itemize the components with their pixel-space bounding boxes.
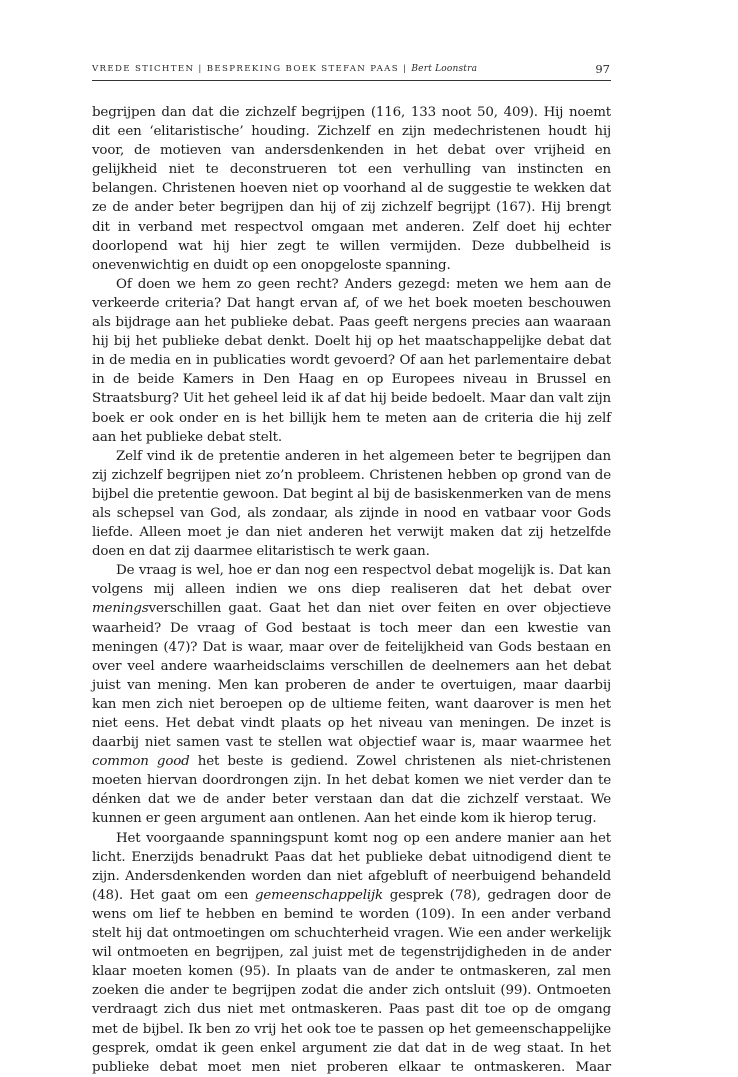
paragraph: [92, 103, 611, 275]
running-header: [92, 64, 611, 74]
italic-run: common good: [92, 754, 190, 770]
text-run: De vraag is wel, hoe er dan nog een respectvol debat mogelijk is. Dat kan volgens mij alleen indien we ons diep realiseren dat het debat over: [92, 563, 611, 598]
italic-run: gemeenschappelijk: [254, 887, 383, 903]
text-run: Het voorgaande spanningspunt komt nog op een andere manier aan het licht. Enerzijds benadrukt Paas dat het publieke debat uitnodigend dient te zijn. Andersdenkenden worden dan niet afgebluft of neerbuigend behandeld (48). Het gaat om een: [92, 830, 611, 903]
text-run: Of doen we hem zo geen recht? Anders gezegd: meten we hem aan de verkeerde criteria? Dat hangt ervan af, of we het boek moeten beschouwen als bijdrage aan het publieke debat. Paas geeft nergens precies aan waaraan hij bij het publieke debat denkt. Doelt hij op het maatschappelijke debat dat in de media en in publicaties wordt gevoerd? Of aan het parlementaire debat in de beide Kamers in Den Haag en op Europees niveau in Brussel en Straatsburg? Uit het geheel leid ik af dat hij beide bedoelt. Maar dan valt zijn boek er ook onder en is het billijk hem te meten aan de criteria die hij zelf aan het publieke debat stelt.: [92, 276, 611, 445]
text-run: Zelf vind ik de pretentie anderen in het algemeen beter te begrijpen dan zij zichzelf begrijpen niet zo’n probleem. Christenen hebben op grond van de bijbel die pretentie gewoon. Dat begint al bij de basiskenmerken van de mens als schepsel van God, als zondaar, als zijnde in nood en vatbaar voor Gods liefde. Alleen moet je dan niet anderen het verwijt maken dat zij hetzelfde doen en dat zij daarmee elitaristisch te werk gaan.: [92, 448, 611, 560]
paragraph: [92, 447, 611, 562]
text-run: gesprek (78), gedragen door de wens om lief te hebben en bemind te worden (109). In een ander verband stelt hij dat ontmoetingen om schuchterheid vragen. Wie een ander werkelijk wil ontmoeten en begrijpen, zal juist met de tegenstrijdigheden in de ander klaar moeten komen (95). In plaats van de ander te ontmaskeren, zal men zoeken die ander te begrijpen zodat die ander zich ontsluit (99). Ontmoeten verdraagt zich dus niet met ontmaskeren. Paas past dit toe op de omgang met de bijbel. Ik ben zo vrij het ook toe te passen op het gemeenschappelijke gesprek, omdat ik geen enkel argument zie dat dat in de weg staat. In het publieke debat moet men niet proberen elkaar te ontmaskeren. Maar: [92, 887, 611, 1075]
running-title: VREDE STICHTEN | BESPREKING BOEK STEFAN PAAS |: [92, 64, 412, 74]
body-text: [92, 103, 611, 1077]
paragraph: [92, 561, 611, 828]
italic-run: menings: [92, 601, 149, 617]
author-name: Bert Loonstra: [411, 64, 478, 74]
text-run: begrijpen dan dat die zichzelf begrijpen (116, 133 noot 50, 409). Hij noemt dit een ‘elitaristische’ houding. Zichzelf en zijn medechristenen houdt hij voor, de motieven van andersdenkenden in het debat over vrijheid en gelijkheid niet te deconstrueren tot een verhulling van instincten en belangen. Christenen hoeven niet op voorhand al de suggestie te wekken dat ze de ander beter begrijpen dan hij of zij zichzelf begrijpt (167). Hij brengt dit in verband met respectvol omgaan met anderen. Zelf doet hij echter doorlopend wat hij hier zegt te willen vermijden. Deze dubbelheid is onevenwichtig en duidt op een onopgeloste spanning.: [92, 105, 611, 273]
text-run: verschillen gaat. Gaat het dan niet over feiten en over objectieve waarheid? De vraag of God bestaat is toch meer dan een kwestie van meningen (47)? Dat is waar, maar over de feitelijkheid van Gods bestaan en over veel andere waarheidsclaims verschillen de deelnemers aan het debat juist van mening. Men kan proberen de ander te overtuigen, maar daarbij kan men zich niet beroepen op de ultieme feiten, want daarover is men het niet eens. Het debat vindt plaats op het niveau van meningen. De inzet is daarbij niet samen vast te stellen wat objectief waar is, maar waarmee het: [92, 601, 611, 751]
header-rule: [92, 80, 611, 81]
paragraph: [92, 829, 611, 1077]
text-run: het beste is gediend. Zowel christenen als niet-christenen moeten hiervan doordrongen zijn. In het debat komen we niet verder dan te dénken dat we de ander beter verstaan dan dat die zichzelf verstaat. We kunnen er geen argument aan ontlenen. Aan het einde kom ik hierop terug.: [92, 754, 611, 827]
page-number: 97: [595, 62, 610, 76]
paragraph: [92, 275, 611, 447]
